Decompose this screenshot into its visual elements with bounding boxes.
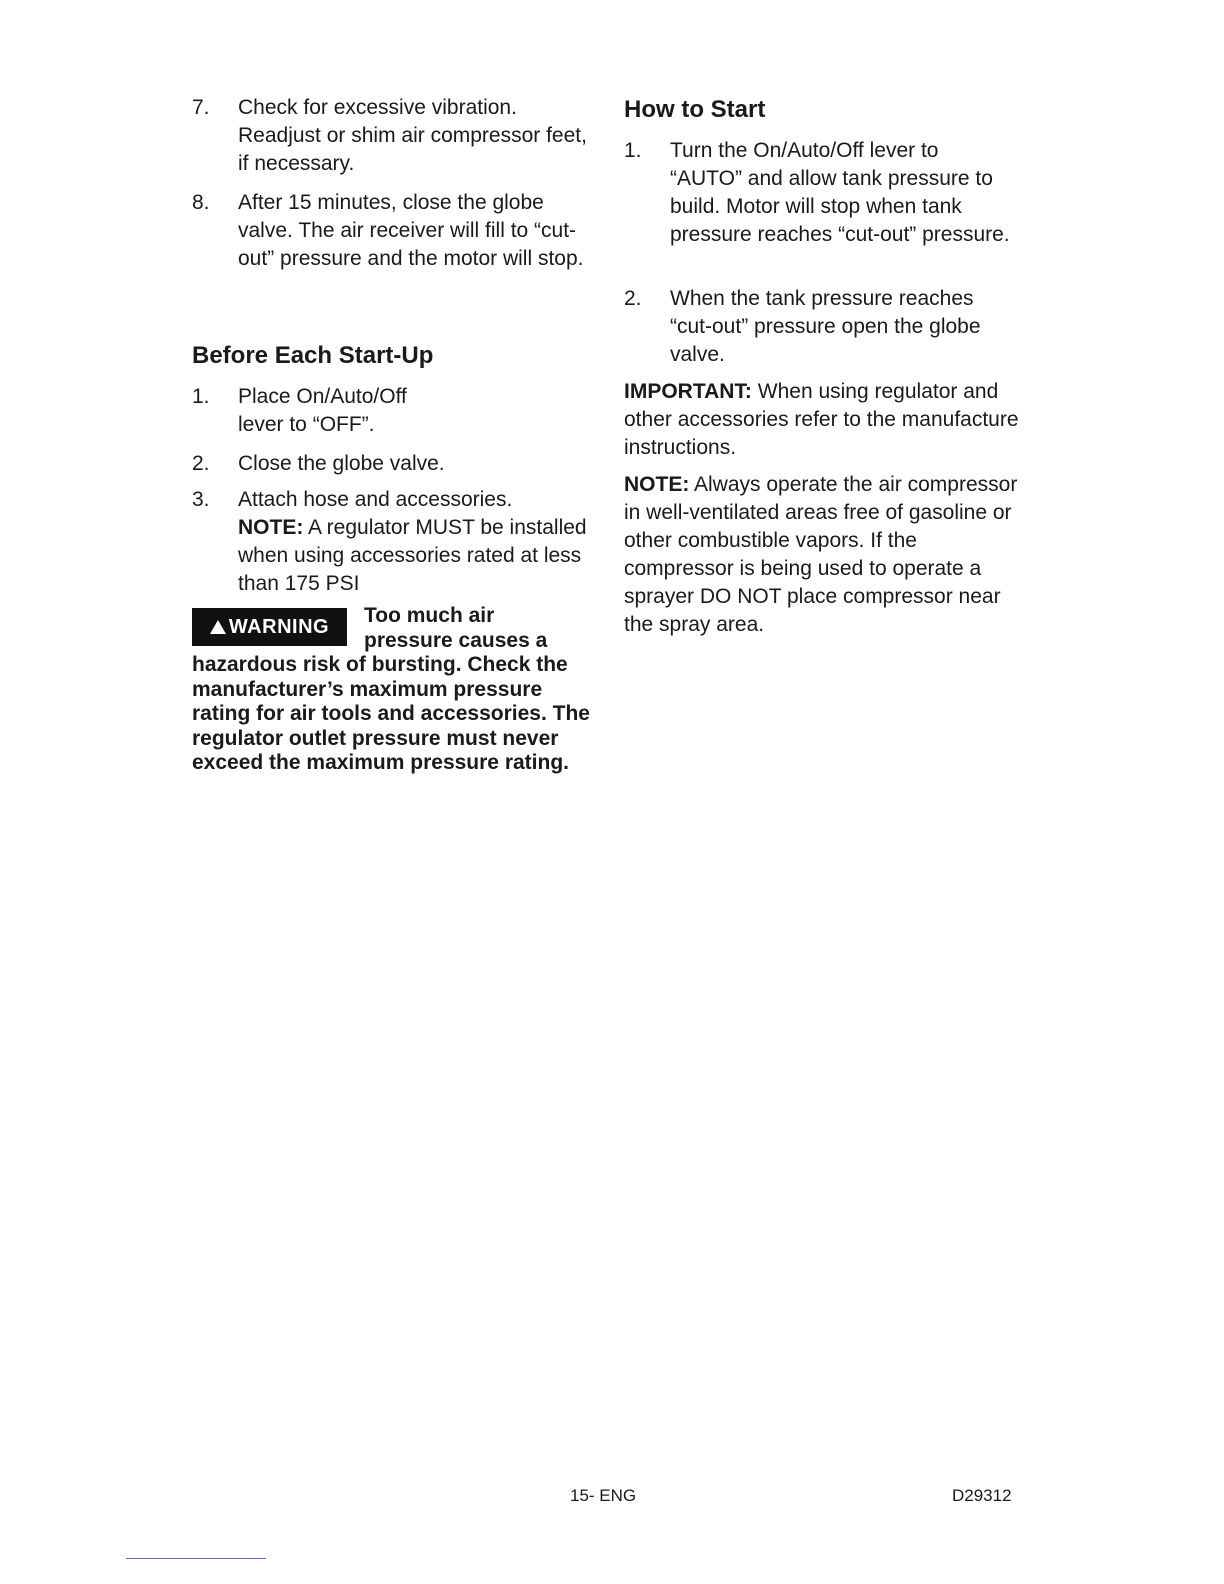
list-number: 3. xyxy=(192,488,210,511)
list-item xyxy=(624,285,1024,369)
section-heading-how-to-start: How to Start xyxy=(624,96,766,123)
note-paragraph xyxy=(624,471,1024,639)
list-number: 7. xyxy=(192,96,210,119)
warning-text-rest: pressure causes a hazardous risk of bursting. Check the manufacturer’s maximum pressure rating for air tools and accessories. The regulator outlet pressure must never exceed the maximum pressure rating. xyxy=(192,628,590,774)
important-paragraph xyxy=(624,378,1024,462)
list-item xyxy=(192,383,592,439)
list-item xyxy=(192,450,592,478)
list-item xyxy=(624,137,1024,249)
note-label: NOTE: xyxy=(624,473,690,496)
list-item xyxy=(192,189,592,273)
list-number: 8. xyxy=(192,191,210,214)
page-number: 15- ENG xyxy=(570,1486,637,1505)
list-number: 2. xyxy=(624,287,642,310)
list-text: Turn the On/Auto/Off lever to “AUTO” and allow tank pressure to build. Motor will stop when tank pressure reaches “cut-out” pressure. xyxy=(670,139,1010,246)
list-text: Close the globe valve. xyxy=(238,452,445,475)
important-text: When using regulator and other accessories refer to the manufacture instructions. xyxy=(624,380,1019,459)
footnote-rule xyxy=(126,1558,266,1559)
list-text xyxy=(238,486,592,598)
note-text: A regulator MUST be installed when using accessories rated at less than 175 PSI xyxy=(238,516,587,595)
list-text: Check for excessive vibration. Readjust or shim air compressor feet, if necessary. xyxy=(238,96,587,175)
list-text-main: Attach hose and accessories. xyxy=(238,488,513,511)
section-heading-before-start: Before Each Start-Up xyxy=(192,342,434,369)
warning-text-line1: Too much air xyxy=(364,604,495,627)
list-item xyxy=(192,486,592,598)
warning-badge-label: WARNING xyxy=(228,616,330,638)
list-text: Place On/Auto/Off lever to “OFF”. xyxy=(238,385,407,436)
list-text: When the tank pressure reaches “cut-out” pressure open the globe valve. xyxy=(670,287,981,366)
list-number: 1. xyxy=(192,385,210,408)
note-text: Always operate the air compressor in well-ventilated areas free of gasoline or other combustible vapors. If the compressor is being used to operate a sprayer DO NOT place compressor near the spray area. xyxy=(624,473,1018,636)
list-number: 1. xyxy=(624,139,642,162)
note-label: NOTE: xyxy=(238,516,304,539)
warning-triangle-icon xyxy=(210,620,226,634)
list-number: 2. xyxy=(192,452,210,475)
document-code: D29312 xyxy=(952,1486,1012,1505)
list-text: After 15 minutes, close the globe valve. The air receiver will fill to “cut-out” pressure and the motor will stop. xyxy=(238,191,584,270)
important-label: IMPORTANT: xyxy=(624,380,752,403)
list-item xyxy=(192,94,592,178)
warning-block xyxy=(192,604,592,776)
warning-badge xyxy=(192,608,347,646)
